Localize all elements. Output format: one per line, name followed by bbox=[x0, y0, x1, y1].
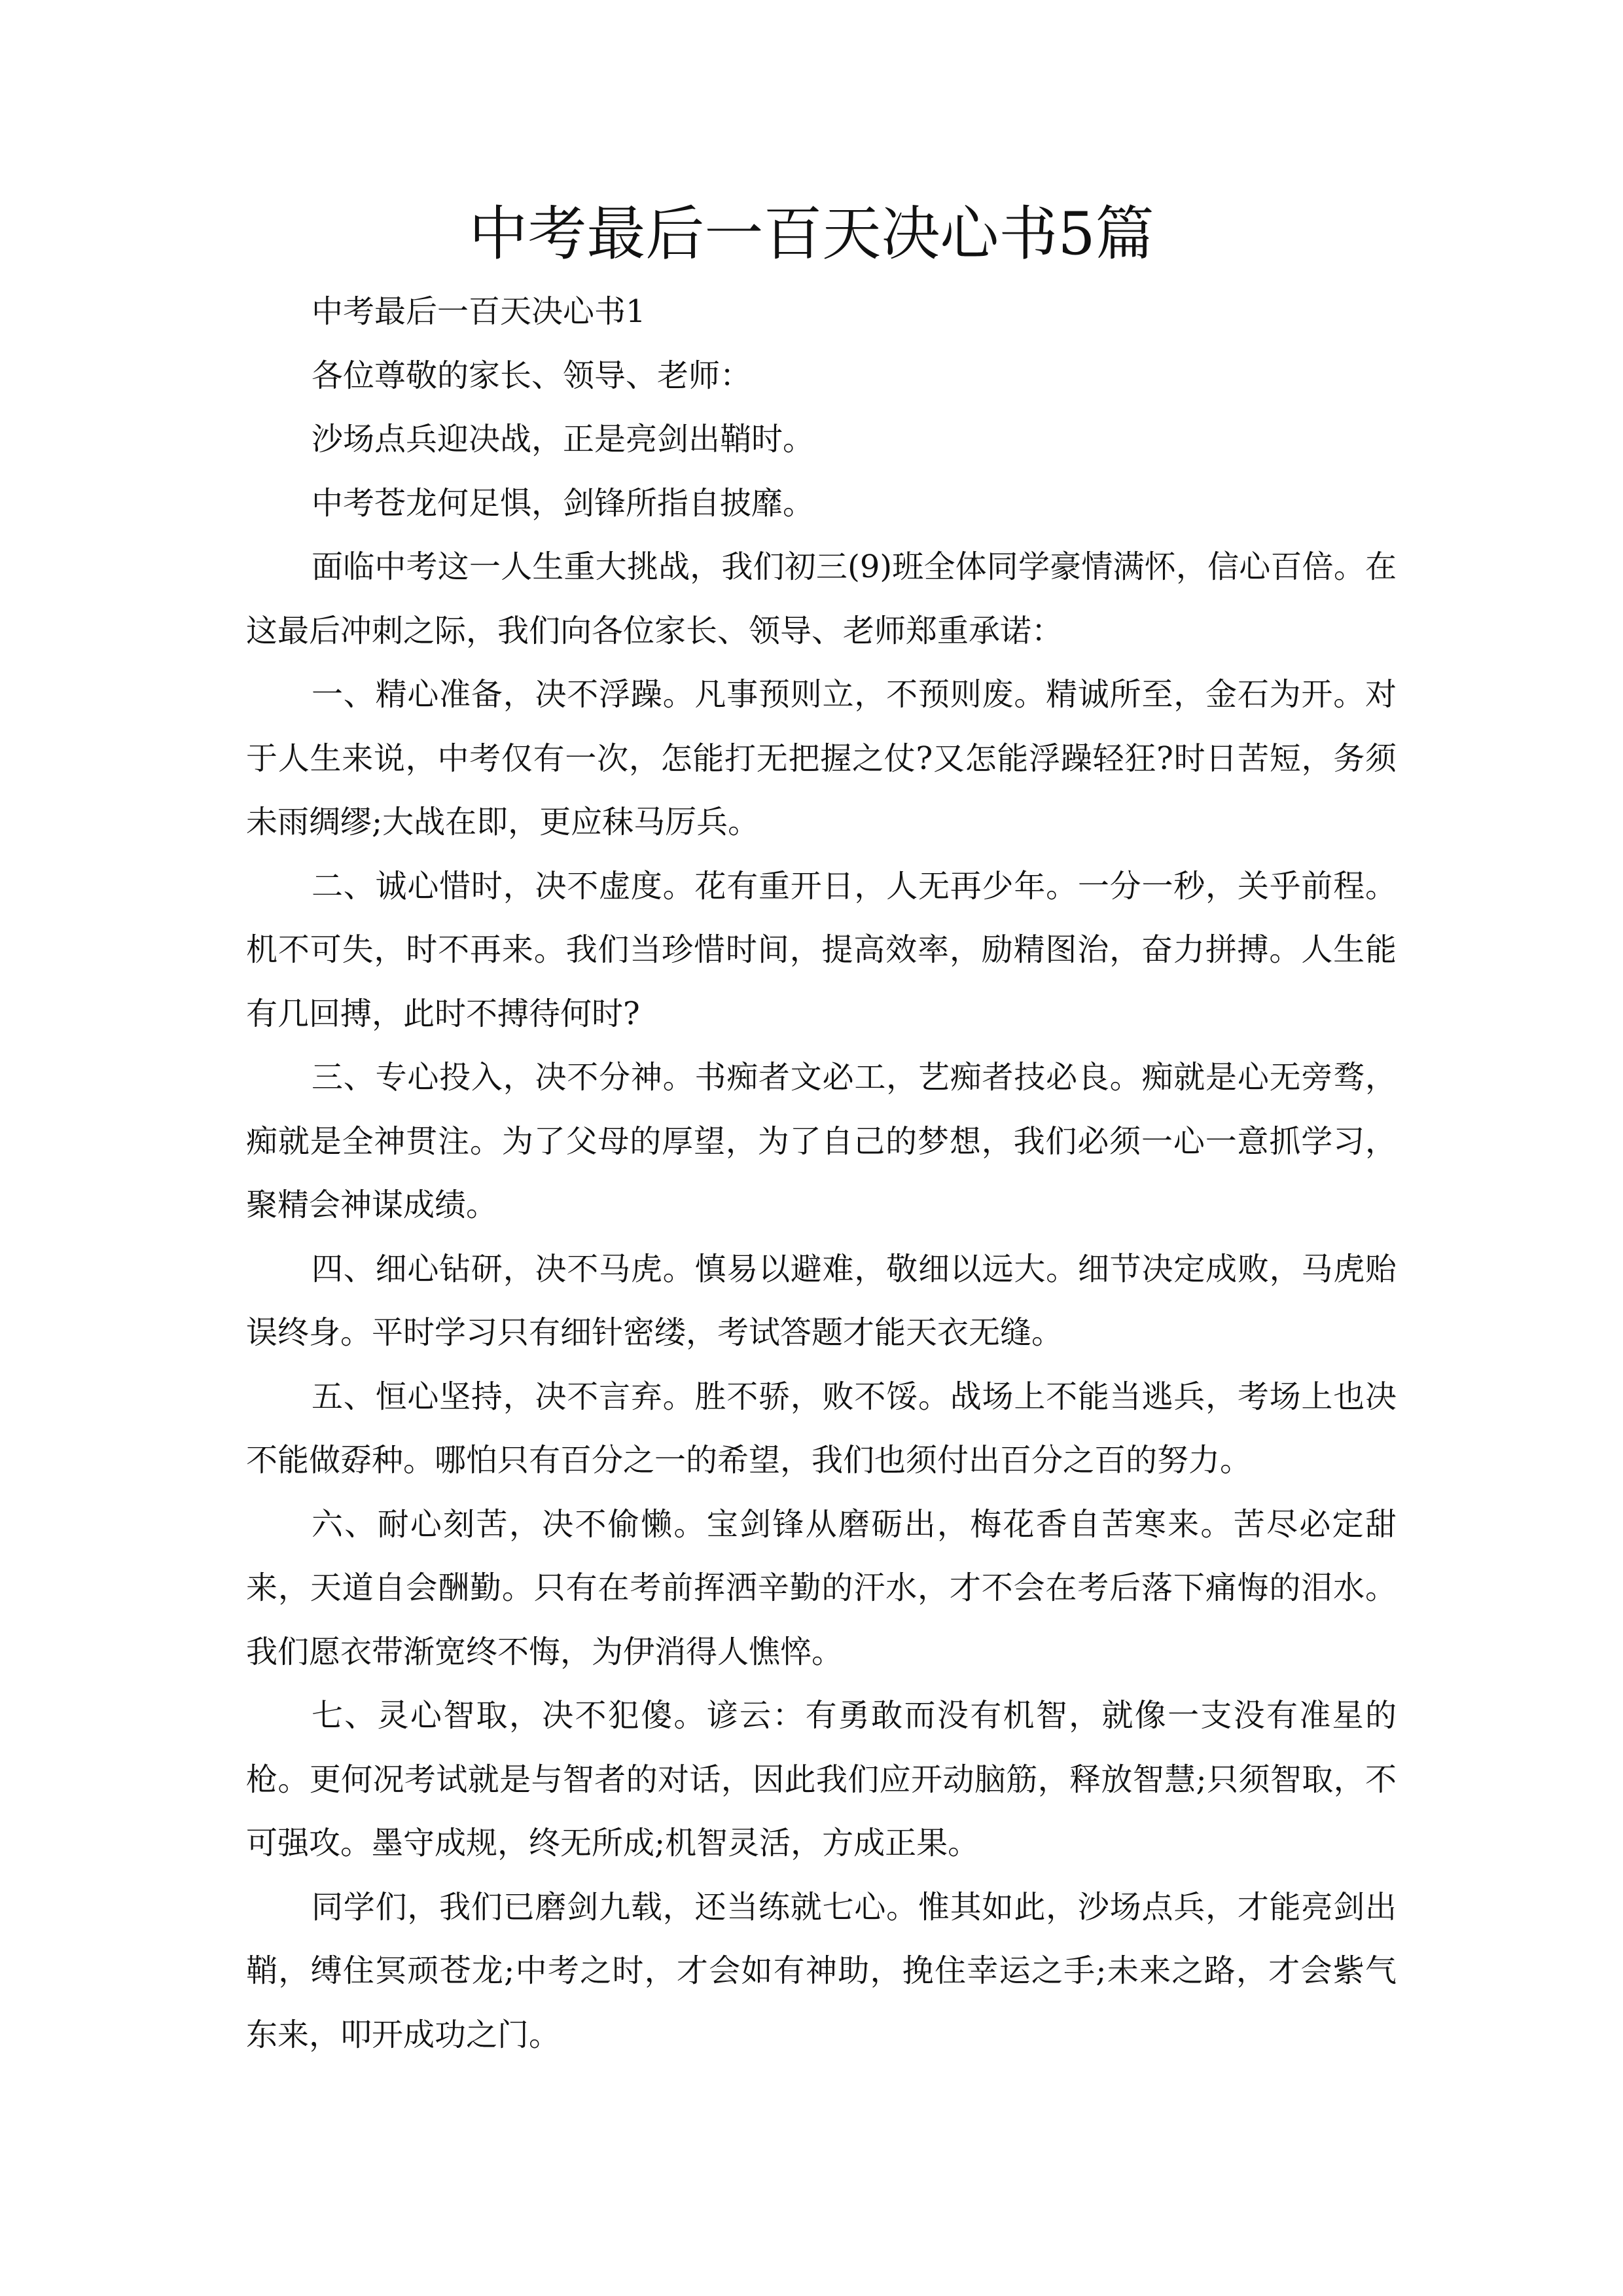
document-body bbox=[246, 280, 1397, 2067]
paragraph: 三、专心投入，决不分神。书痴者文必工，艺痴者技必良。痴就是心无旁骛，痴就是全神贯注。为了父母的厚望，为了自己的梦想，我们必须一心一意抓学习，聚精会神谋成绩。 bbox=[246, 1059, 1397, 1223]
paragraph: 六、耐心刻苦，决不偷懒。宝剑锋从磨砺出，梅花香自苦寒来。苦尽必定甜来，天道自会酬勤。只有在考前挥洒辛勤的汗水，才不会在考后落下痛悔的泪水。我们愿衣带渐宽终不悔，为伊消得人憔悴。 bbox=[246, 1505, 1397, 1670]
paragraph: 二、诚心惜时，决不虚度。花有重开日，人无再少年。一分一秒，关乎前程。机不可失，时不再来。我们当珍惜时间，提高效率，励精图治，奋力拼搏。人生能有几回搏，此时不搏待何时? bbox=[246, 867, 1397, 1032]
salutation: 各位尊敬的家长、领导、老师： bbox=[312, 357, 752, 394]
paragraph: 一、精心准备，决不浮躁。凡事预则立，不预则废。精诚所至，金石为开。对于人生来说，中考仅有一次，怎能打无把握之仗?又怎能浮躁轻狂?时日苦短，务须未雨绸缪;大战在即，更应秣马厉兵。 bbox=[246, 676, 1397, 840]
paragraph: 沙场点兵迎决战，正是亮剑出鞘时。 bbox=[312, 421, 815, 457]
paragraph: 同学们，我们已磨剑九载，还当练就七心。惟其如此，沙场点兵，才能亮剑出鞘，缚住冥顽苍龙;中考之时，才会如有神助，挽住幸运之手;未来之路，才会紫气东来，叩开成功之门。 bbox=[246, 1888, 1397, 2053]
paragraph: 中考苍龙何足惧，剑锋所指自披靡。 bbox=[312, 484, 815, 522]
subtitle: 中考最后一百天决心书1 bbox=[312, 293, 646, 330]
paragraph: 七、灵心智取，决不犯傻。谚云：有勇敢而没有机智，就像一支没有准星的枪。更何况考试就是与智者的对话，因此我们应开动脑筋，释放智慧;只须智取，不可强攻。墨守成规，终无所成;机智灵活，方成正果。 bbox=[246, 1697, 1397, 1861]
paragraph: 面临中考这一人生重大挑战，我们初三(9)班全体同学豪情满怀，信心百倍。在这最后冲刺之际，我们向各位家长、领导、老师郑重承诺： bbox=[246, 548, 1397, 649]
paragraph: 五、恒心坚持，决不言弃。胜不骄，败不馁。战场上不能当逃兵，考场上也决不能做孬种。哪怕只有百分之一的希望，我们也须付出百分之百的努力。 bbox=[246, 1378, 1397, 1479]
document-title: 中考最后一百天决心书5篇 bbox=[469, 200, 1154, 268]
paragraph: 四、细心钻研，决不马虎。慎易以避难，敬细以远大。细节决定成败，马虎贻误终身。平时学习只有细针密缕，考试答题才能天衣无缝。 bbox=[246, 1250, 1397, 1351]
